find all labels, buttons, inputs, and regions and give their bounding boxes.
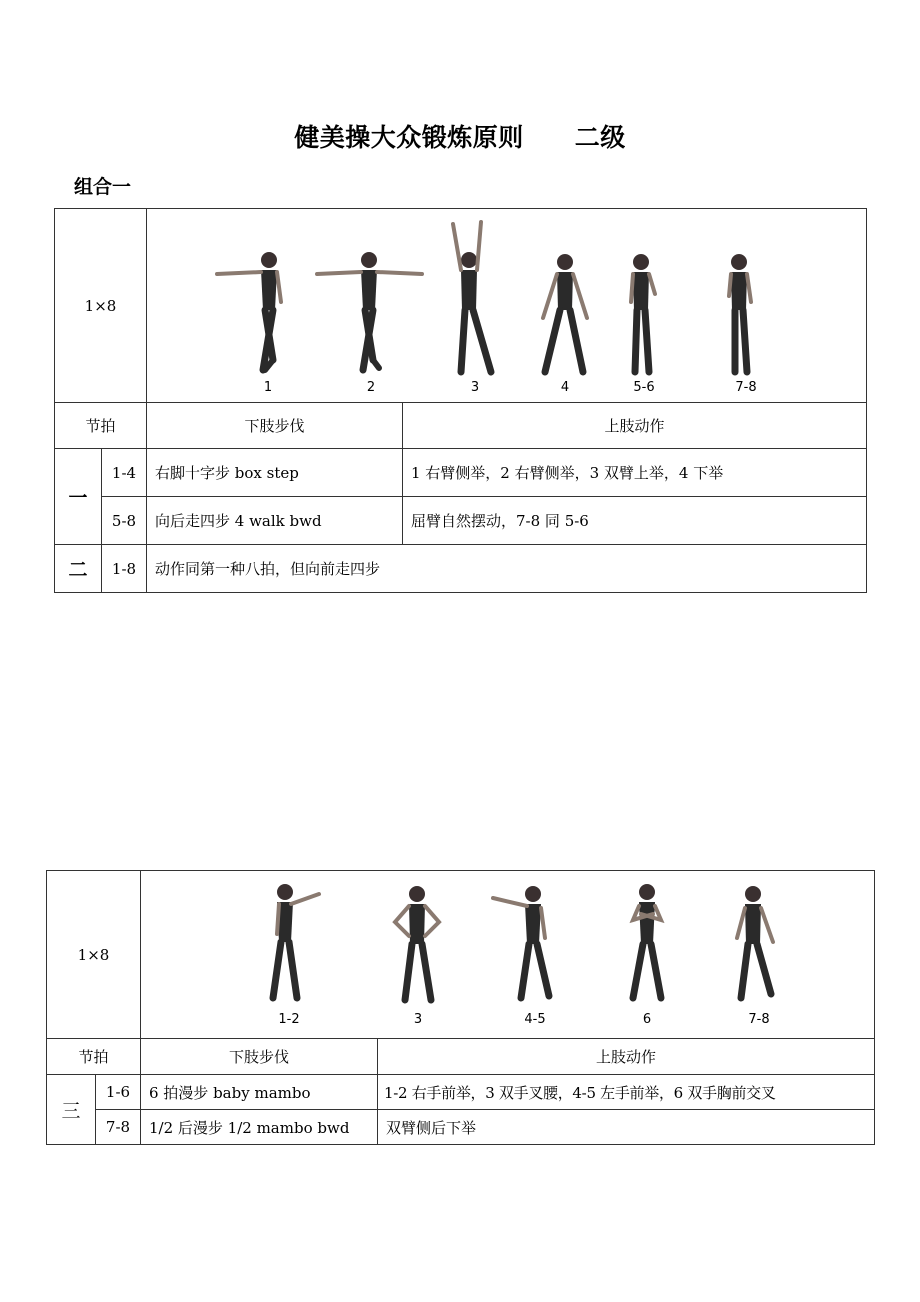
figure-strip <box>141 871 875 1039</box>
table-row <box>55 449 867 497</box>
dancer-figure-2 <box>395 886 439 1000</box>
routine-table-1 <box>54 208 867 593</box>
table-row <box>47 1075 875 1110</box>
routine-table-2 <box>46 870 875 1145</box>
table-row <box>55 497 867 545</box>
dancer-figure-4 <box>543 254 587 372</box>
figure-caption: 7-8 <box>748 1011 770 1027</box>
upper-limb-cell: 双臂侧后下举 <box>378 1110 875 1145</box>
dancer-figure-3 <box>453 222 491 372</box>
dancer-figure-4 <box>633 884 661 998</box>
beat-cell: 1-6 <box>96 1075 141 1110</box>
dancer-figure-1 <box>217 252 281 370</box>
figure-caption: 3 <box>470 379 480 395</box>
dancer-figure-5 <box>737 886 773 998</box>
dancer-figure-6 <box>729 254 751 372</box>
dancer-figure-3 <box>493 886 549 998</box>
count-label: 1×8 <box>55 209 147 403</box>
group-label: 三 <box>47 1075 96 1145</box>
table-row <box>47 1110 875 1145</box>
header-upper-limb: 上肢动作 <box>378 1039 875 1075</box>
group-label: 一 <box>55 449 102 545</box>
beat-cell: 7-8 <box>96 1110 141 1145</box>
upper-limb-cell: 屈臂自然摆动，7-8 同 5-6 <box>403 497 867 545</box>
header-beat: 节拍 <box>47 1039 141 1075</box>
figure-caption: 5-6 <box>633 379 655 395</box>
beat-cell: 1-4 <box>102 449 147 497</box>
upper-limb-cell: 1 右臂侧举，2 右臂侧举，3 双臂上举，4 下举 <box>403 449 867 497</box>
lower-limb-cell: 右脚十字步 box step <box>147 449 403 497</box>
header-lower-limb: 下肢步伐 <box>141 1039 378 1075</box>
table-row <box>55 545 867 593</box>
page-title: 健美操大众锻炼原则 二级 <box>294 123 626 152</box>
figure-caption: 6 <box>642 1011 652 1027</box>
figure-caption: 3 <box>413 1011 423 1027</box>
figure-strip <box>147 209 867 403</box>
lower-limb-cell: 1/2 后漫步 1/2 mambo bwd <box>141 1110 378 1145</box>
header-upper-limb: 上肢动作 <box>403 403 867 449</box>
section-title: 组合一 <box>74 176 132 198</box>
lower-limb-cell: 向后走四步 4 walk bwd <box>147 497 403 545</box>
dancer-figure-5 <box>631 254 655 372</box>
dancer-figure-2 <box>317 252 422 370</box>
header-beat: 节拍 <box>55 403 147 449</box>
count-label: 1×8 <box>47 871 141 1039</box>
upper-limb-cell: 1-2 右手前举，3 双手叉腰，4-5 左手前举，6 双手胸前交叉 <box>378 1075 875 1110</box>
figure-caption: 7-8 <box>735 379 757 395</box>
combined-description-cell: 动作同第一种八拍，但向前走四步 <box>147 545 867 593</box>
header-lower-limb: 下肢步伐 <box>147 403 403 449</box>
lower-limb-cell: 6 拍漫步 baby mambo <box>141 1075 378 1110</box>
figure-caption: 1-2 <box>278 1011 300 1027</box>
figure-caption: 4-5 <box>524 1011 546 1027</box>
figure-caption: 2 <box>366 379 376 395</box>
group-label: 二 <box>55 545 102 593</box>
figure-caption: 1 <box>263 379 273 395</box>
figure-caption: 4 <box>560 379 570 395</box>
beat-cell: 5-8 <box>102 497 147 545</box>
beat-cell: 1-8 <box>102 545 147 593</box>
dancer-figure-1 <box>273 884 319 998</box>
